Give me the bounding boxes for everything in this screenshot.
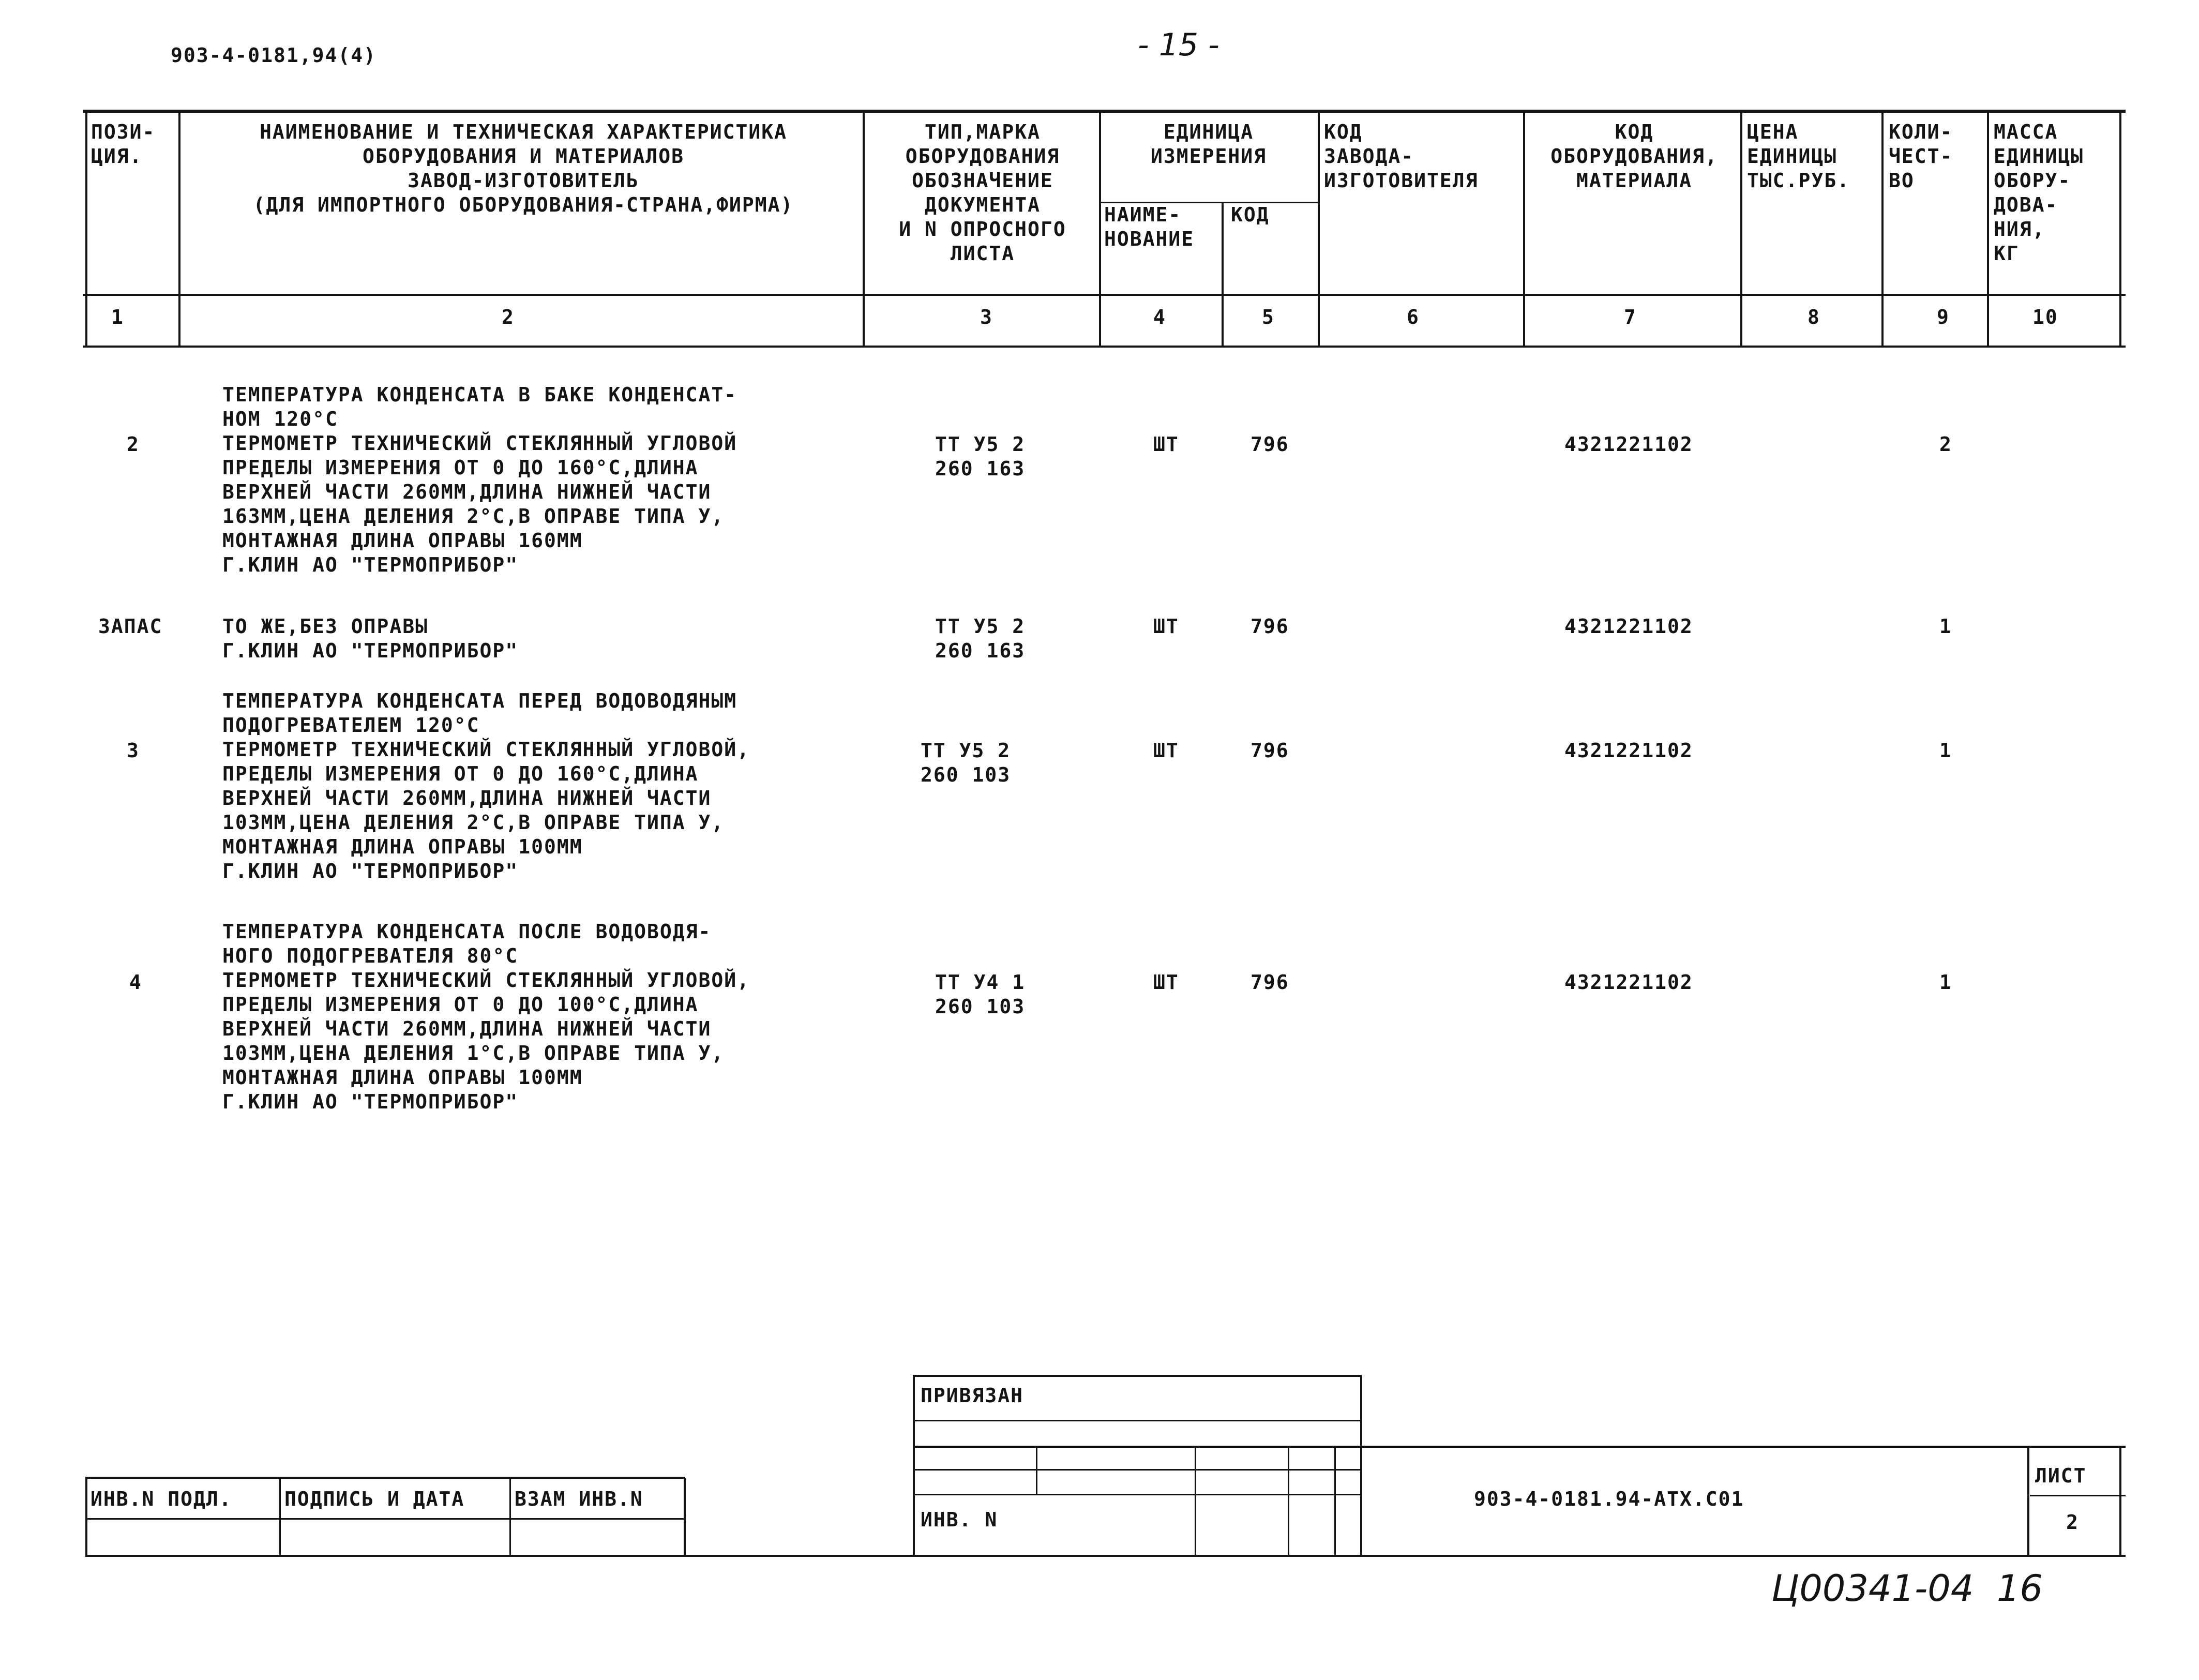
- row-name: ТЕМПЕРАТУРА КОНДЕНСАТА ПЕРЕД ВОДОВОДЯНЫМ ПОДОГРЕВАТЕЛЕМ 120°С ТЕРМОМЕТР ТЕХНИЧЕСКИЙ СТЕКЛЯННЫЙ УГЛОВОЙ, ПРЕДЕЛЫ ИЗМЕРЕНИЯ ОТ 0 ДО 160°С,ДЛИНА ВЕРХНЕЙ ЧАСТИ 260ММ,ДЛИНА НИЖНЕЙ ЧАСТИ 103ММ,ЦЕНА ДЕЛЕНИЯ 2°С,В ОПРАВЕ ТИПА У, МОНТАЖНАЯ ДЛИНА ОПРАВЫ 100ММ Г.КЛИН АО "ТЕРМОПРИБОР": [222, 689, 750, 882]
- column-number: 6: [1407, 306, 1420, 328]
- stamp-vline: [913, 1376, 915, 1557]
- stamp-vline: [1195, 1446, 1196, 1557]
- column-number: 1: [111, 306, 124, 328]
- stamp-vline: [2027, 1446, 2029, 1557]
- header-name: НАИМЕНОВАНИЕ И ТЕХНИЧЕСКАЯ ХАРАКТЕРИСТИКА ОБОРУДОВАНИЯ И МАТЕРИАЛОВ ЗАВОД-ИЗГОТОВИТЕЛЬ (ДЛЯ ИМПОРТНОГО ОБОРУДОВАНИЯ-СТРАНА,ФИРМА): [253, 121, 794, 216]
- column-number: 5: [1262, 306, 1275, 328]
- stamp-vline: [1036, 1446, 1037, 1495]
- stamp-label: ВЗАМ ИНВ.N: [515, 1488, 643, 1510]
- row-name: ТЕМПЕРАТУРА КОНДЕНСАТА ПОСЛЕ ВОДОВОДЯ- НОГО ПОДОГРЕВАТЕЛЯ 80°С ТЕРМОМЕТР ТЕХНИЧЕСКИЙ СТЕКЛЯННЫЙ УГЛОВОЙ, ПРЕДЕЛЫ ИЗМЕРЕНИЯ ОТ 0 ДО 100°С,ДЛИНА ВЕРХНЕЙ ЧАСТИ 260ММ,ДЛИНА НИЖНЕЙ ЧАСТИ 103ММ,ЦЕНА ДЕЛЕНИЯ 1°С,В ОПРАВЕ ТИПА У, МОНТАЖНАЯ ДЛИНА ОПРАВЫ 100ММ Г.КЛИН АО "ТЕРМОПРИБОР": [222, 920, 750, 1113]
- stamp-privyazan: ПРИВЯЗАН: [921, 1384, 1024, 1407]
- stamp-vline: [684, 1478, 686, 1556]
- stamp-line: [85, 1477, 685, 1479]
- header-type: ТИП,МАРКА ОБОРУДОВАНИЯ ОБОЗНАЧЕНИЕ ДОКУМЕНТА И N ОПРОСНОГО ЛИСТА: [899, 121, 1066, 265]
- header-unit-group: ЕДИНИЦА ИЗМЕРЕНИЯ: [1151, 121, 1267, 168]
- header-mass: МАССА ЕДИНИЦЫ ОБОРУ- ДОВА- НИЯ, КГ: [1994, 121, 2084, 265]
- column-number: 3: [980, 306, 993, 328]
- stamp-line: [85, 1555, 2126, 1557]
- col-separator: [1318, 111, 1320, 347]
- stamp-line: [913, 1375, 1362, 1377]
- row-position: 2: [127, 433, 140, 456]
- stamp-line: [913, 1420, 1362, 1421]
- stamp-line: [913, 1494, 1362, 1495]
- stamp-vline: [509, 1478, 511, 1556]
- handwritten-note: Ц00341-04 16: [1771, 1567, 2043, 1610]
- stamp-label: ИНВ.N ПОДЛ.: [91, 1488, 232, 1510]
- column-number: 8: [1808, 306, 1820, 328]
- header-position: ПОЗИ- ЦИЯ.: [91, 121, 156, 168]
- column-number: 9: [1937, 306, 1950, 328]
- row-material-code: 4321221102: [1564, 739, 1693, 762]
- stamp-line: [913, 1446, 2126, 1448]
- header-unit-name: НАИМЕ- НОВАНИЕ: [1104, 203, 1195, 250]
- header-unit-code: КОД: [1231, 203, 1270, 226]
- col-separator: [1740, 111, 1742, 347]
- row-material-code: 4321221102: [1564, 433, 1693, 456]
- row-unit-code: 796: [1251, 971, 1289, 994]
- col-separator: [2119, 111, 2121, 347]
- row-type: ТТ У5 2 260 103: [921, 739, 1011, 786]
- stamp-sheet-number: 2: [2066, 1511, 2079, 1534]
- stamp-vline: [85, 1478, 87, 1556]
- row-position: ЗАПАС: [98, 615, 163, 638]
- col-separator: [1881, 111, 1884, 347]
- stamp-vline: [279, 1478, 281, 1556]
- col-separator: [1099, 111, 1101, 347]
- row-unit-code: 796: [1251, 739, 1289, 762]
- col-separator: [1222, 202, 1224, 347]
- header-material-code: КОД ОБОРУДОВАНИЯ, МАТЕРИАЛА: [1550, 121, 1718, 192]
- row-type: ТТ У4 1 260 103: [935, 971, 1026, 1018]
- row-unit-code: 796: [1251, 433, 1289, 456]
- col-separator: [1523, 111, 1525, 347]
- row-unit: ШТ: [1153, 739, 1179, 762]
- stamp-inv: ИНВ. N: [921, 1508, 998, 1531]
- stamp-vline: [1288, 1446, 1289, 1557]
- row-unit: ШТ: [1153, 615, 1179, 638]
- header-price: ЦЕНА ЕДИНИЦЫ ТЫС.РУБ.: [1747, 121, 1850, 192]
- stamp-sheet-label: ЛИСТ: [2035, 1464, 2087, 1487]
- row-position: 4: [129, 971, 142, 994]
- col-separator: [1987, 111, 1989, 347]
- stamp-vline: [1334, 1446, 1336, 1557]
- stamp-line: [85, 1518, 685, 1520]
- page-number: - 15 -: [1138, 27, 1219, 63]
- row-type: ТТ У5 2 260 163: [935, 433, 1026, 480]
- row-name: ТО ЖЕ,БЕЗ ОПРАВЫ Г.КЛИН АО "ТЕРМОПРИБОР": [222, 615, 519, 662]
- stamp-vline: [1360, 1376, 1362, 1557]
- row-unit: ШТ: [1153, 433, 1179, 456]
- row-quantity: 1: [1939, 971, 1952, 994]
- stamp-document-code: 903-4-0181.94-АТХ.С01: [1474, 1488, 1744, 1510]
- row-quantity: 1: [1939, 739, 1952, 762]
- header-bottom-line: [83, 346, 2126, 348]
- column-number: 7: [1624, 306, 1637, 328]
- stamp-line: [913, 1469, 1362, 1471]
- header-top-line: [83, 110, 2126, 113]
- document-reference: 903-4-0181,94(4): [171, 44, 377, 67]
- header-quantity: КОЛИ- ЧЕСТ- ВО: [1889, 121, 1953, 192]
- col-separator: [178, 111, 180, 347]
- row-type: ТТ У5 2 260 163: [935, 615, 1026, 662]
- stamp-line: [2030, 1495, 2126, 1496]
- row-name: ТЕМПЕРАТУРА КОНДЕНСАТА В БАКЕ КОНДЕНСАТ- НОМ 120°С ТЕРМОМЕТР ТЕХНИЧЕСКИЙ СТЕКЛЯННЫЙ УГЛОВОЙ ПРЕДЕЛЫ ИЗМЕРЕНИЯ ОТ 0 ДО 160°С,ДЛИНА ВЕРХНЕЙ ЧАСТИ 260ММ,ДЛИНА НИЖНЕЙ ЧАСТИ 163ММ,ЦЕНА ДЕЛЕНИЯ 2°С,В ОПРАВЕ ТИПА У, МОНТАЖНАЯ ДЛИНА ОПРАВЫ 160ММ Г.КЛИН АО "ТЕРМОПРИБОР": [222, 383, 737, 576]
- column-number: 4: [1153, 306, 1166, 328]
- header-divider-line: [83, 294, 2126, 296]
- row-material-code: 4321221102: [1564, 615, 1693, 638]
- row-unit-code: 796: [1251, 615, 1289, 638]
- row-material-code: 4321221102: [1564, 971, 1693, 994]
- header-factory-code: КОД ЗАВОДА- ИЗГОТОВИТЕЛЯ: [1324, 121, 1479, 192]
- row-position: 3: [127, 739, 140, 762]
- row-quantity: 2: [1939, 433, 1952, 456]
- col-separator: [85, 111, 87, 347]
- column-number: 2: [502, 306, 515, 328]
- column-number: 10: [2032, 306, 2058, 328]
- col-separator: [863, 111, 865, 347]
- stamp-label: ПОДПИСЬ И ДАТА: [284, 1488, 465, 1510]
- row-quantity: 1: [1939, 615, 1952, 638]
- stamp-vline: [2119, 1446, 2121, 1557]
- row-unit: ШТ: [1153, 971, 1179, 994]
